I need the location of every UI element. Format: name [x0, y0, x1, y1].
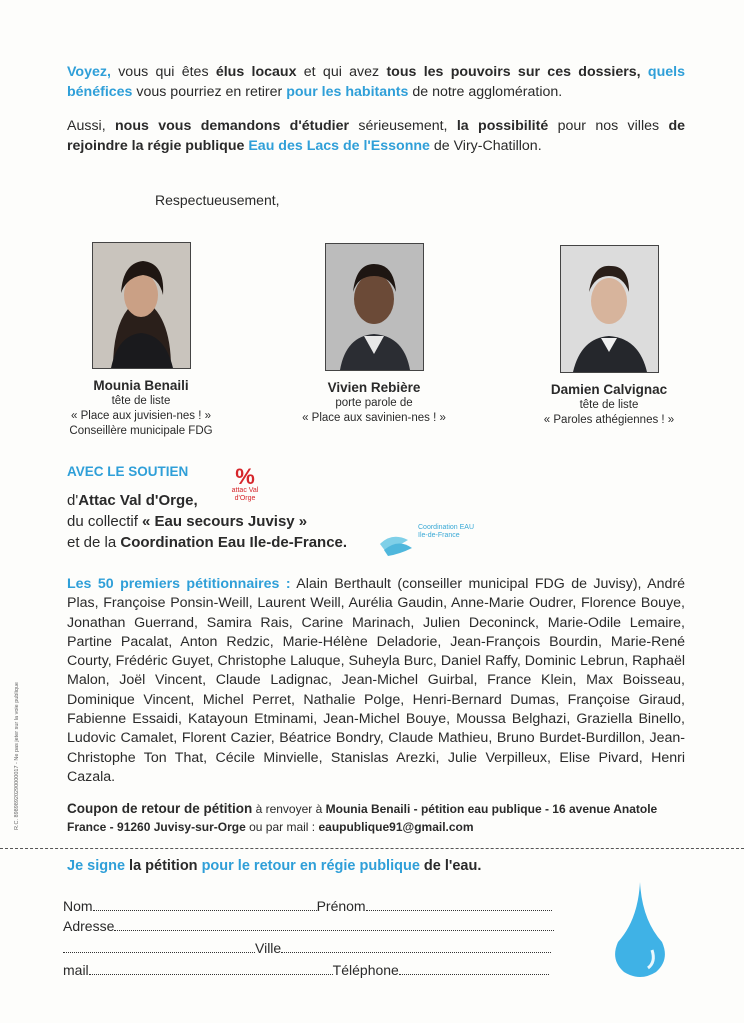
form-row-address: Adresse: [63, 918, 554, 934]
form-row-contact: mail Téléphone: [63, 962, 549, 978]
support-attac: d'Attac Val d'Orge,: [67, 492, 198, 509]
intro-paragraph-1: Voyez, vous qui êtes élus locaux et qui avez tous les pouvoirs sur ces dossiers, quels bénéfices vous pourriez en retirer pour les habitants de notre agglomération.: [67, 64, 685, 100]
signatory-role: porte parole de: [335, 397, 413, 409]
signatory-role: tête de liste: [579, 399, 639, 411]
attac-logo: % attac Val d'Orge: [231, 464, 259, 502]
signatory-list: « Place aux savinien-nes ! »: [302, 412, 446, 424]
prenom-field[interactable]: [366, 899, 552, 911]
portrait-photo: [325, 243, 424, 371]
water-drop-icon: [612, 880, 668, 978]
signatory-name: Damien Calvignac: [550, 382, 668, 397]
adresse-field-2[interactable]: [63, 941, 255, 953]
signatory-role: tête de liste: [111, 395, 171, 407]
signatory-card: [509, 245, 709, 428]
telephone-field[interactable]: [399, 963, 549, 975]
cut-line: [0, 848, 744, 849]
adresse-field[interactable]: [114, 919, 554, 931]
signatory-name: Mounia Benaili: [93, 378, 189, 393]
support-coordination: et de la Coordination Eau Ile-de-France.: [67, 534, 348, 551]
sign-statement: Je signe la pétition pour le retour en régie publique de l'eau.: [67, 858, 482, 874]
coordination-logo: Coordination EAU Ile-de-France: [378, 522, 478, 556]
signatory-list: « Paroles athégiennes ! »: [543, 414, 675, 426]
signatory-list: « Place aux juvisien-nes ! »: [71, 410, 211, 422]
petitioners-label: Les 50 premiers pétitionnaires :: [67, 576, 291, 592]
signatory-card: [274, 243, 474, 426]
coupon-info: Coupon de retour de pétition à renvoyer à Mounia Benaili - pétition eau publique - 16 avenue Anatole France - 91260 Juvisy-sur-Orge ou par mail : eaupublique91@gmail.com: [67, 801, 658, 834]
form-row-city: Ville: [63, 940, 551, 956]
signatory-name: Vivien Rebière: [327, 380, 421, 395]
ville-field[interactable]: [281, 941, 551, 953]
portrait-photo: [560, 245, 659, 373]
support-title: AVEC LE SOUTIEN: [67, 464, 189, 479]
petitioners-names: Alain Berthault (conseiller municipal FDG de Juvisy), André Plas, Françoise Ponsin-Weill, Laurent Weill, Aurélia Gaudin, Anne-Marie Oudrer, Florence Bouye, Jonathan Guerrand, Samira Rais, Carine Marinach, Julien Deconinck, Marie-Odile Lemaire, Partine Pacalat, Anton Redzic, Marie-Hélène Deladorie, Jean-François Bourdin, Marie-René Courty, Frédéric Guyet, Christophe Laluque, Suheyla Burc, Daniel Raffy, Dominic Lebrun, Raphaël Malon, Joël Vincent, Claude Ladignac, Jean-Michel Guirbal, France Klein, Max Boisseau, Dominique Vincent, Michel Perret, Nathalie Polge, Henri-Bernard Dumas, Françoise Giraud, Fabienne Essaidi, Katayoun Etminami, Jean-Michel Bouye, Moussa Belghazi, Graziella Binello, Ludovic Camalet, Florent Cazier, Béatrice Bondry, Claude Mathieu, Bruno Burdet-Burdillon, Jean-Christophe Ton That, Cécile Minvielle, Stanislas Arezki, Julie Verpilleux, Elise Pivard, Henri Cazala.: [67, 576, 685, 785]
intro-paragraph-2: Aussi, nous vous demandons d'étudier sérieusement, la possibilité pour nos villes de rejoindre la régie publique Eau des Lacs de l'Essonne de Viry-Chatillon.: [67, 118, 686, 154]
salutation: Respectueusement,: [155, 192, 280, 208]
support-eau-secours: du collectif « Eau secours Juvisy »: [67, 513, 308, 530]
support-list: [67, 490, 347, 553]
form-row-name: Nom Prénom: [63, 898, 552, 914]
mail-field[interactable]: [89, 963, 333, 975]
petitioners-list: [67, 575, 685, 787]
signatory-card: [41, 242, 241, 439]
portrait-photo: [92, 242, 191, 369]
nom-field[interactable]: [93, 899, 317, 911]
legal-side-note: R.C. 89898920290000017 - Ne pas jeter sur la voie publique: [14, 682, 20, 830]
signatory-extra: Conseillère municipale FDG: [69, 425, 213, 437]
